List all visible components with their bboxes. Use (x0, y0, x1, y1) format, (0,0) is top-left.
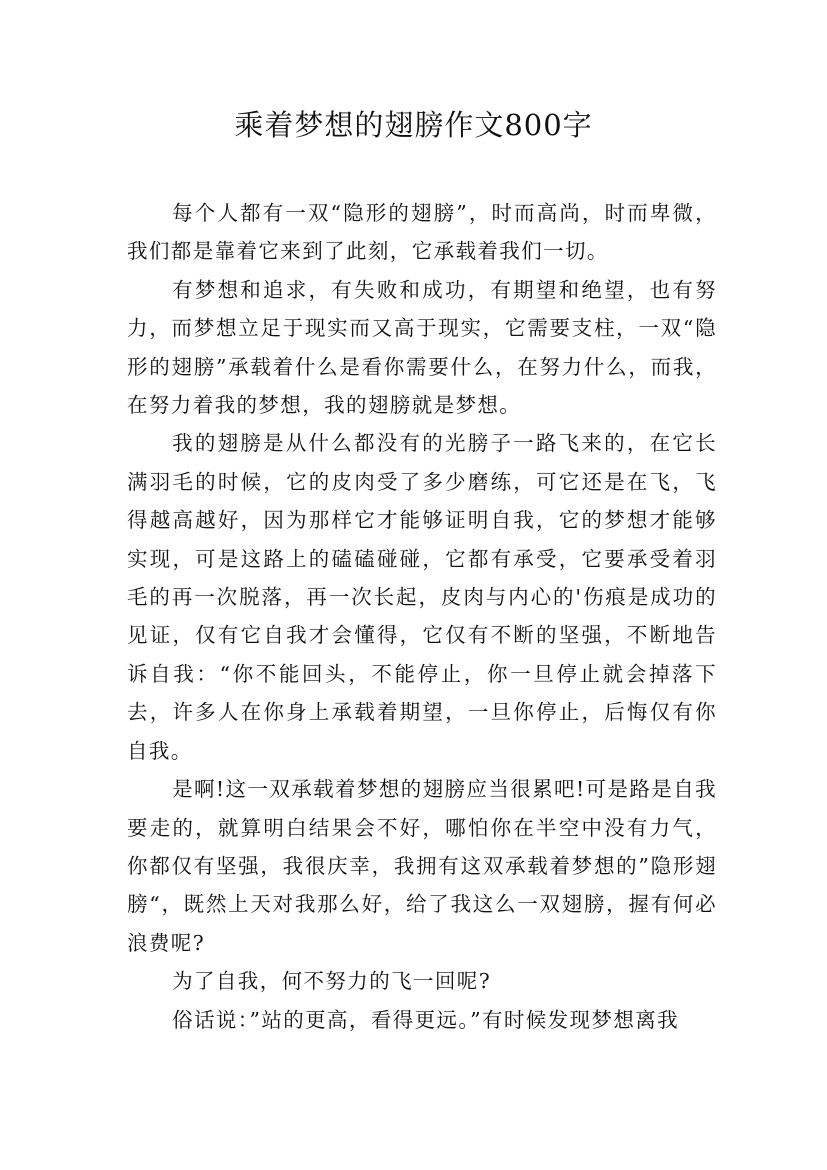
paragraph-5: 为了自我，何不努力的飞一回呢? (172, 969, 492, 994)
paragraph-4: 是啊!这一双承载着梦想的翅膀应当很累吧!可是路是自我要走的，就算明白结果会不好，哪怕你在半空中没有力气，你都仅有坚强，我很庆幸，我拥有这双承载着梦想的”隐形翅膀“，既然上天对我那么好，给了我这么一双翅膀，握有何必浪费呢? (127, 777, 717, 955)
paragraph-3: 我的翅膀是从什么都没有的光膀子一路飞来的，在它长满羽毛的时候，它的皮肉受了多少磨练，可它还是在飞，飞得越高越好，因为那样它才能够证明自我，它的梦想才能够实现，可是这路上的磕磕碰碰，它都有承受，它要承受着羽毛的再一次脱落，再一次长起，皮肉与内心的'伤痕是成功的见证，仅有它自我才会懂得，它仅有不断的坚强，不断地告诉自我：“你不能回头，不能停止，你一旦停止就会掉落下去，许多人在你身上承载着期望，一旦你停止，后悔仅有你自我。 (127, 431, 717, 763)
paragraph-1: 每个人都有一双“隐形的翅膀”，时而高尚，时而卑微，我们都是靠着它来到了此刻，它承载着我们一切。 (127, 201, 717, 264)
article-body (127, 194, 717, 1039)
paragraph-2: 有梦想和追求，有失败和成功，有期望和绝望，也有努力，而梦想立足于现实而又高于现实，它需要支柱，一双“隐形的翅膀”承载着什么是看你需要什么，在努力什么，而我，在努力着我的梦想，我的翅膀就是梦想。 (127, 277, 717, 418)
document-title: 乘着梦想的翅膀作文800字 (234, 108, 593, 142)
paragraph-6: 俗话说：”站的更高，看得更远。”有时候发现梦想离我 (172, 1007, 680, 1032)
